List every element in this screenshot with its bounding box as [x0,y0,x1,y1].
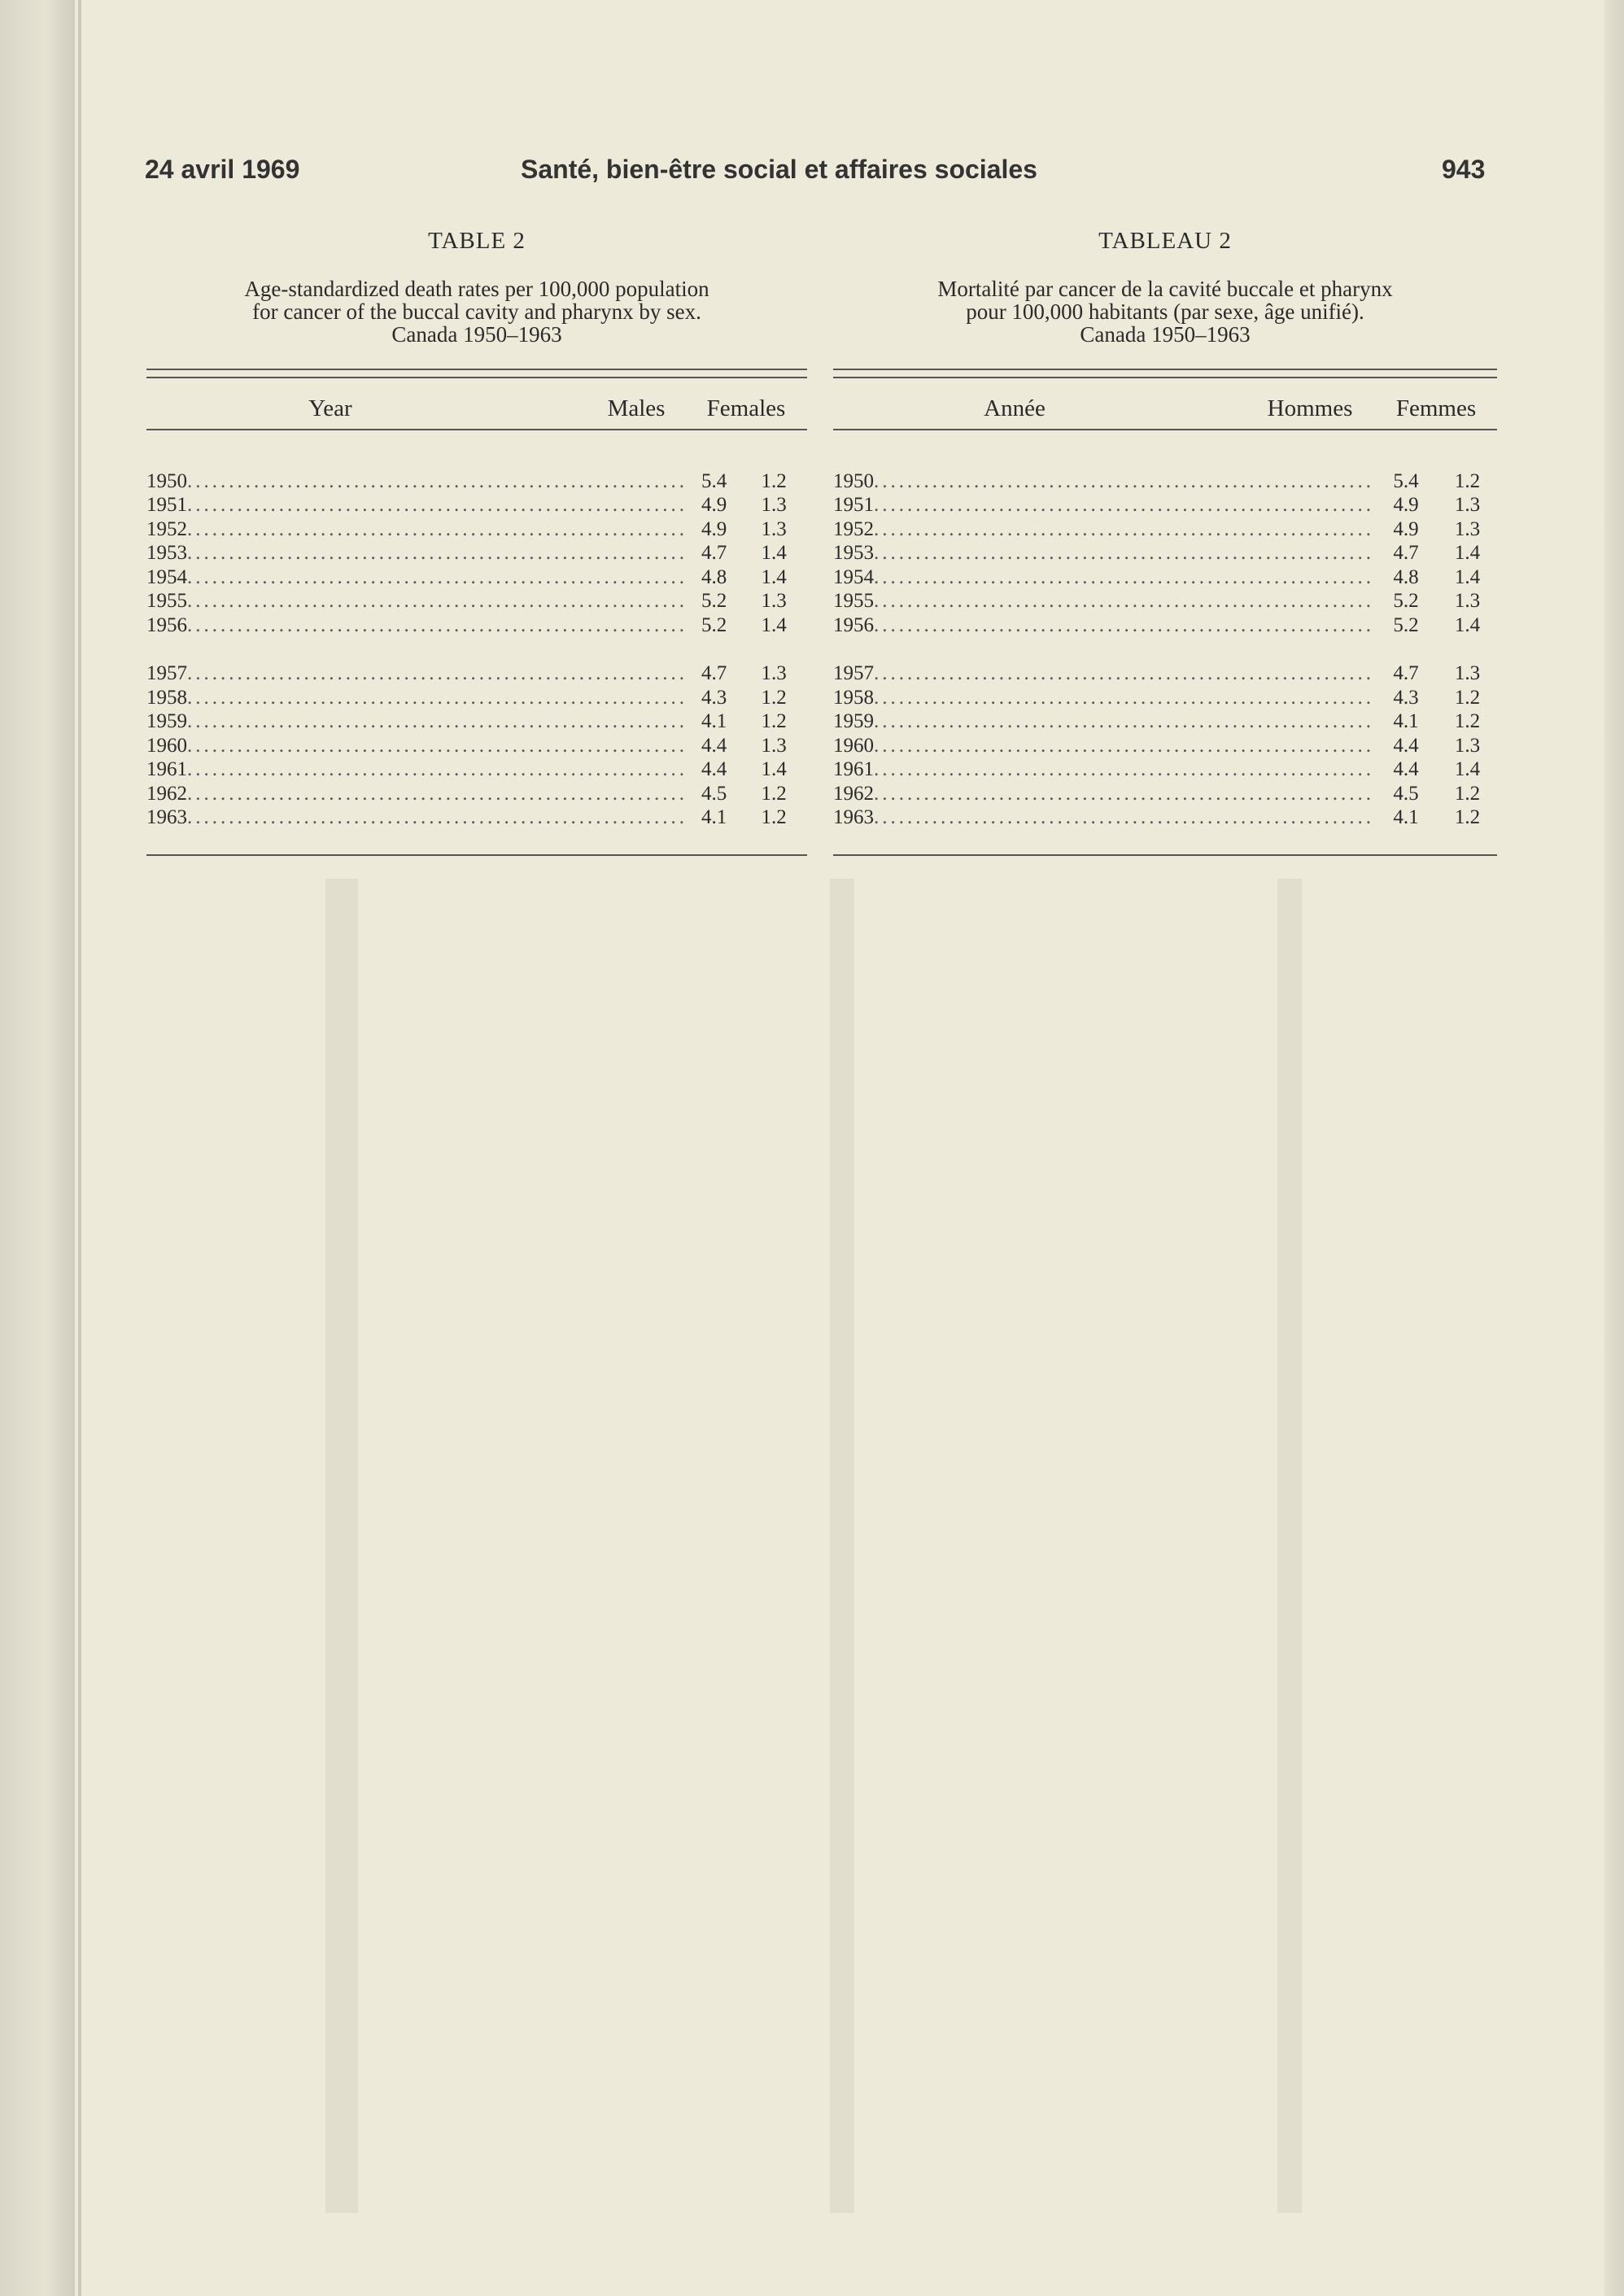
year-value: 1962 [146,782,187,805]
leader-dots: ............................................................ [187,806,688,829]
bottom-rule [146,854,807,856]
table-row [833,710,1497,735]
females-cell: 1.4 [761,565,787,588]
table-row [833,662,1497,687]
year-cell [833,518,1374,541]
males-cell: 4.3 [701,686,727,709]
males-cell: 4.9 [1393,517,1419,540]
females-cell: 1.3 [1454,590,1481,613]
year-cell [833,566,1374,589]
table-row [146,517,807,542]
table-row [146,782,807,806]
bottom-rule [833,854,1497,856]
table-caption-line: for cancer of the buccal cavity and pharynx by sex. [252,299,701,324]
females-cell: 1.2 [1454,782,1481,805]
table-caption-line: pour 100,000 habitants (par sexe, âge unifié). [966,299,1364,324]
year-value: 1952 [833,517,874,540]
males-cell: 4.3 [1393,686,1419,709]
column-header-year: Year [308,395,352,421]
males-cell: 5.2 [1393,613,1419,636]
leader-dots: ............................................................ [874,469,1374,492]
table-row [833,494,1497,518]
females-cell: 1.4 [761,542,787,565]
page-edge-right [1604,0,1624,2296]
table-row [146,590,807,614]
leader-dots: ............................................................ [874,782,1374,805]
table-row [146,710,807,735]
year-cell [146,470,688,493]
males-cell: 4.1 [1393,806,1419,829]
year-cell [146,806,688,829]
males-cell: 4.4 [701,734,727,757]
leader-dots: ............................................................ [874,613,1374,636]
year-cell [146,735,688,757]
show-through-mark [325,879,358,2213]
row-gap [833,638,1497,662]
column-headers [146,378,807,430]
males-cell: 4.7 [1393,662,1419,685]
year-cell [833,494,1374,517]
leader-dots: ............................................................ [187,469,688,492]
females-cell: 1.3 [761,494,787,517]
year-value: 1954 [833,565,874,588]
table-french [833,228,1497,856]
year-cell [146,542,688,565]
males-cell: 5.4 [701,469,727,492]
year-cell [146,518,688,541]
table-row [146,758,807,783]
year-value: 1963 [833,806,874,829]
table-row [833,565,1497,590]
table-row [833,686,1497,710]
year-cell [833,710,1374,733]
column-headers [833,378,1497,430]
leader-dots: ............................................................ [874,806,1374,829]
year-value: 1959 [833,710,874,733]
males-cell: 4.8 [1393,565,1419,588]
header-title: Santé, bien-être social et affaires sociales [521,155,1037,184]
leader-dots: ............................................................ [187,565,688,588]
leader-dots: ............................................................ [874,494,1374,517]
leader-dots: ............................................................ [187,494,688,517]
table-row [833,542,1497,566]
females-cell: 1.3 [1454,734,1481,757]
year-cell [146,783,688,805]
year-value: 1959 [146,710,187,733]
males-cell: 4.7 [701,662,727,685]
females-cell: 1.4 [761,613,787,636]
year-value: 1955 [833,590,874,613]
table-row [146,662,807,687]
year-cell [146,590,688,613]
leader-dots: ............................................................ [874,590,1374,613]
year-cell [146,494,688,517]
table-row [146,469,807,494]
leader-dots: ............................................................ [187,613,688,636]
females-cell: 1.2 [761,806,787,829]
females-cell: 1.3 [761,590,787,613]
males-cell: 5.2 [1393,590,1419,613]
year-value: 1952 [146,517,187,540]
year-cell [833,614,1374,637]
males-cell: 4.4 [701,758,727,781]
year-value: 1951 [146,494,187,517]
females-cell: 1.2 [1454,710,1481,733]
females-cell: 1.2 [761,686,787,709]
males-cell: 4.1 [701,710,727,733]
leader-dots: ............................................................ [874,542,1374,565]
table-row [833,734,1497,758]
table-row [146,494,807,518]
year-value: 1956 [833,613,874,636]
year-value: 1950 [833,469,874,492]
males-cell: 4.5 [1393,782,1419,805]
row-gap [146,638,807,662]
leader-dots: ............................................................ [187,517,688,540]
column-header-hommes: Hommes [1267,395,1353,421]
table-row [833,758,1497,783]
leader-dots: ............................................................ [874,517,1374,540]
year-value: 1956 [146,613,187,636]
double-rule [833,369,1497,378]
table-row [146,806,807,831]
females-cell: 1.3 [1454,517,1481,540]
year-value: 1963 [146,806,187,829]
year-value: 1953 [146,542,187,565]
males-cell: 4.7 [701,542,727,565]
table-row [833,469,1497,494]
year-cell [833,662,1374,685]
year-value: 1953 [833,542,874,565]
females-cell: 1.3 [761,517,787,540]
year-cell [833,735,1374,757]
year-value: 1957 [146,662,187,685]
table-row [146,734,807,758]
double-rule [146,369,807,378]
year-cell [833,687,1374,709]
males-cell: 5.2 [701,613,727,636]
females-cell: 1.2 [761,469,787,492]
leader-dots: ............................................................ [187,710,688,733]
females-cell: 1.3 [1454,662,1481,685]
females-cell: 1.4 [761,758,787,781]
females-cell: 1.2 [761,782,787,805]
year-value: 1960 [146,734,187,757]
year-cell [833,542,1374,565]
year-cell [833,470,1374,493]
column-header-females: Females [706,395,786,421]
table-caption-line: Canada 1950–1963 [1080,322,1251,347]
year-cell [833,806,1374,829]
leader-dots: ............................................................ [187,734,688,757]
leader-dots: ............................................................ [187,542,688,565]
year-value: 1954 [146,565,187,588]
page-gutter [78,0,81,2296]
year-cell [146,662,688,685]
table-caption-line: Age-standardized death rates per 100,000 population [244,277,709,301]
females-cell: 1.4 [1454,542,1481,565]
males-cell: 4.1 [701,806,727,829]
header-date: 24 avril 1969 [145,155,300,184]
leader-dots: ............................................................ [874,710,1374,733]
year-cell [146,710,688,733]
table-body [833,469,1497,830]
females-cell: 1.2 [1454,806,1481,829]
year-cell [146,758,688,781]
females-cell: 1.3 [1454,494,1481,517]
table-row [833,806,1497,831]
females-cell: 1.4 [1454,565,1481,588]
year-cell [833,758,1374,781]
year-cell [833,783,1374,805]
year-value: 1955 [146,590,187,613]
column-header-annee: Année [984,395,1046,421]
table-caption-line: Mortalité par cancer de la cavité buccale et pharynx [937,277,1393,301]
leader-dots: ............................................................ [187,686,688,709]
leader-dots: ............................................................ [874,686,1374,709]
leader-dots: ............................................................ [187,662,688,685]
column-header-males: Males [607,395,666,421]
leader-dots: ............................................................ [187,782,688,805]
males-cell: 4.7 [1393,542,1419,565]
year-value: 1951 [833,494,874,517]
year-value: 1957 [833,662,874,685]
males-cell: 5.2 [701,590,727,613]
show-through-mark [1277,879,1302,2213]
table-body [146,469,807,830]
males-cell: 4.4 [1393,758,1419,781]
column-header-femmes: Femmes [1395,395,1477,421]
year-value: 1961 [146,758,187,781]
females-cell: 1.2 [1454,469,1481,492]
year-value: 1960 [833,734,874,757]
table-name: TABLEAU 2 [1098,228,1232,254]
facing-page-edge [0,0,75,2296]
year-value: 1950 [146,469,187,492]
males-cell: 4.9 [701,517,727,540]
leader-dots: ............................................................ [187,590,688,613]
year-cell [146,566,688,589]
females-cell: 1.3 [761,734,787,757]
females-cell: 1.4 [1454,758,1481,781]
table-row [833,613,1497,638]
table-row [833,590,1497,614]
males-cell: 5.4 [1393,469,1419,492]
males-cell: 4.9 [701,494,727,517]
year-value: 1958 [833,686,874,709]
year-value: 1962 [833,782,874,805]
leader-dots: ............................................................ [874,734,1374,757]
females-cell: 1.2 [1454,686,1481,709]
leader-dots: ............................................................ [874,758,1374,781]
males-cell: 4.1 [1393,710,1419,733]
page-number: 943 [1442,155,1486,184]
year-value: 1958 [146,686,187,709]
females-cell: 1.3 [761,662,787,685]
leader-dots: ............................................................ [874,662,1374,685]
table-name: TABLE 2 [428,228,526,254]
males-cell: 4.8 [701,565,727,588]
table-caption-line: Canada 1950–1963 [391,322,562,347]
year-cell [146,614,688,637]
males-cell: 4.5 [701,782,727,805]
table-row [146,613,807,638]
females-cell: 1.4 [1454,613,1481,636]
show-through-mark [830,879,854,2213]
males-cell: 4.9 [1393,494,1419,517]
table-english [146,228,807,856]
year-cell [833,590,1374,613]
table-row [146,686,807,710]
year-cell [146,687,688,709]
males-cell: 4.4 [1393,734,1419,757]
year-value: 1961 [833,758,874,781]
table-row [833,782,1497,806]
females-cell: 1.2 [761,710,787,733]
leader-dots: ............................................................ [187,758,688,781]
table-row [146,565,807,590]
table-row [833,517,1497,542]
leader-dots: ............................................................ [874,565,1374,588]
table-row [146,542,807,566]
